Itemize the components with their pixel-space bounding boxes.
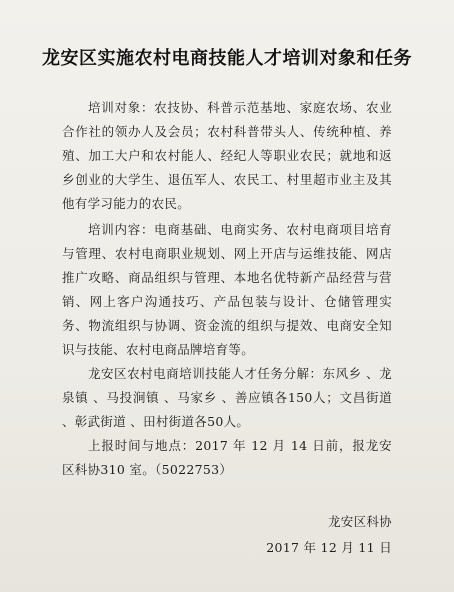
document-title: 龙安区实施农村电商技能人才培训对象和任务 bbox=[42, 48, 412, 69]
signature-organization: 龙安区科协 bbox=[327, 514, 392, 529]
paragraph-submission-info: 上报时间与地点：2017 年 12 月 14 日前，报龙安区科协310 室。（5022753） bbox=[62, 438, 392, 477]
paragraph-task-breakdown: 龙安区农村电商培训技能人才任务分解：东风乡 、龙泉镇 、马投涧镇 、马家乡 、善应镇各150人；文昌街道 、彰武街道 、田村街道各50人。 bbox=[62, 366, 392, 429]
paragraph-training-content: 培训内容：电商基础、电商实务、农村电商项目培育与管理、农村电商职业规划、网上开店与运维技能、网店推广攻略、商品组织与管理、本地名优特新产品经营与营销、网上客户沟通技巧、产品包装与设计、仓储管理实务、物流组织与协调、资金流的组织与提效、电商安全知识与技能、农村电商品牌培育等。 bbox=[62, 222, 392, 357]
signature-date: 2017 年 12 月 11 日 bbox=[266, 540, 392, 555]
paragraph-training-targets: 培训对象：农技协、科普示范基地、家庭农场、农业合作社的领办人及会员；农村科普带头人、传统种植、养殖、加工大户和农村能人、经纪人等职业农民；就地和返乡创业的大学生、退伍军人、农民工、村里超市业主及其他有学习能力的农民。 bbox=[62, 100, 392, 211]
